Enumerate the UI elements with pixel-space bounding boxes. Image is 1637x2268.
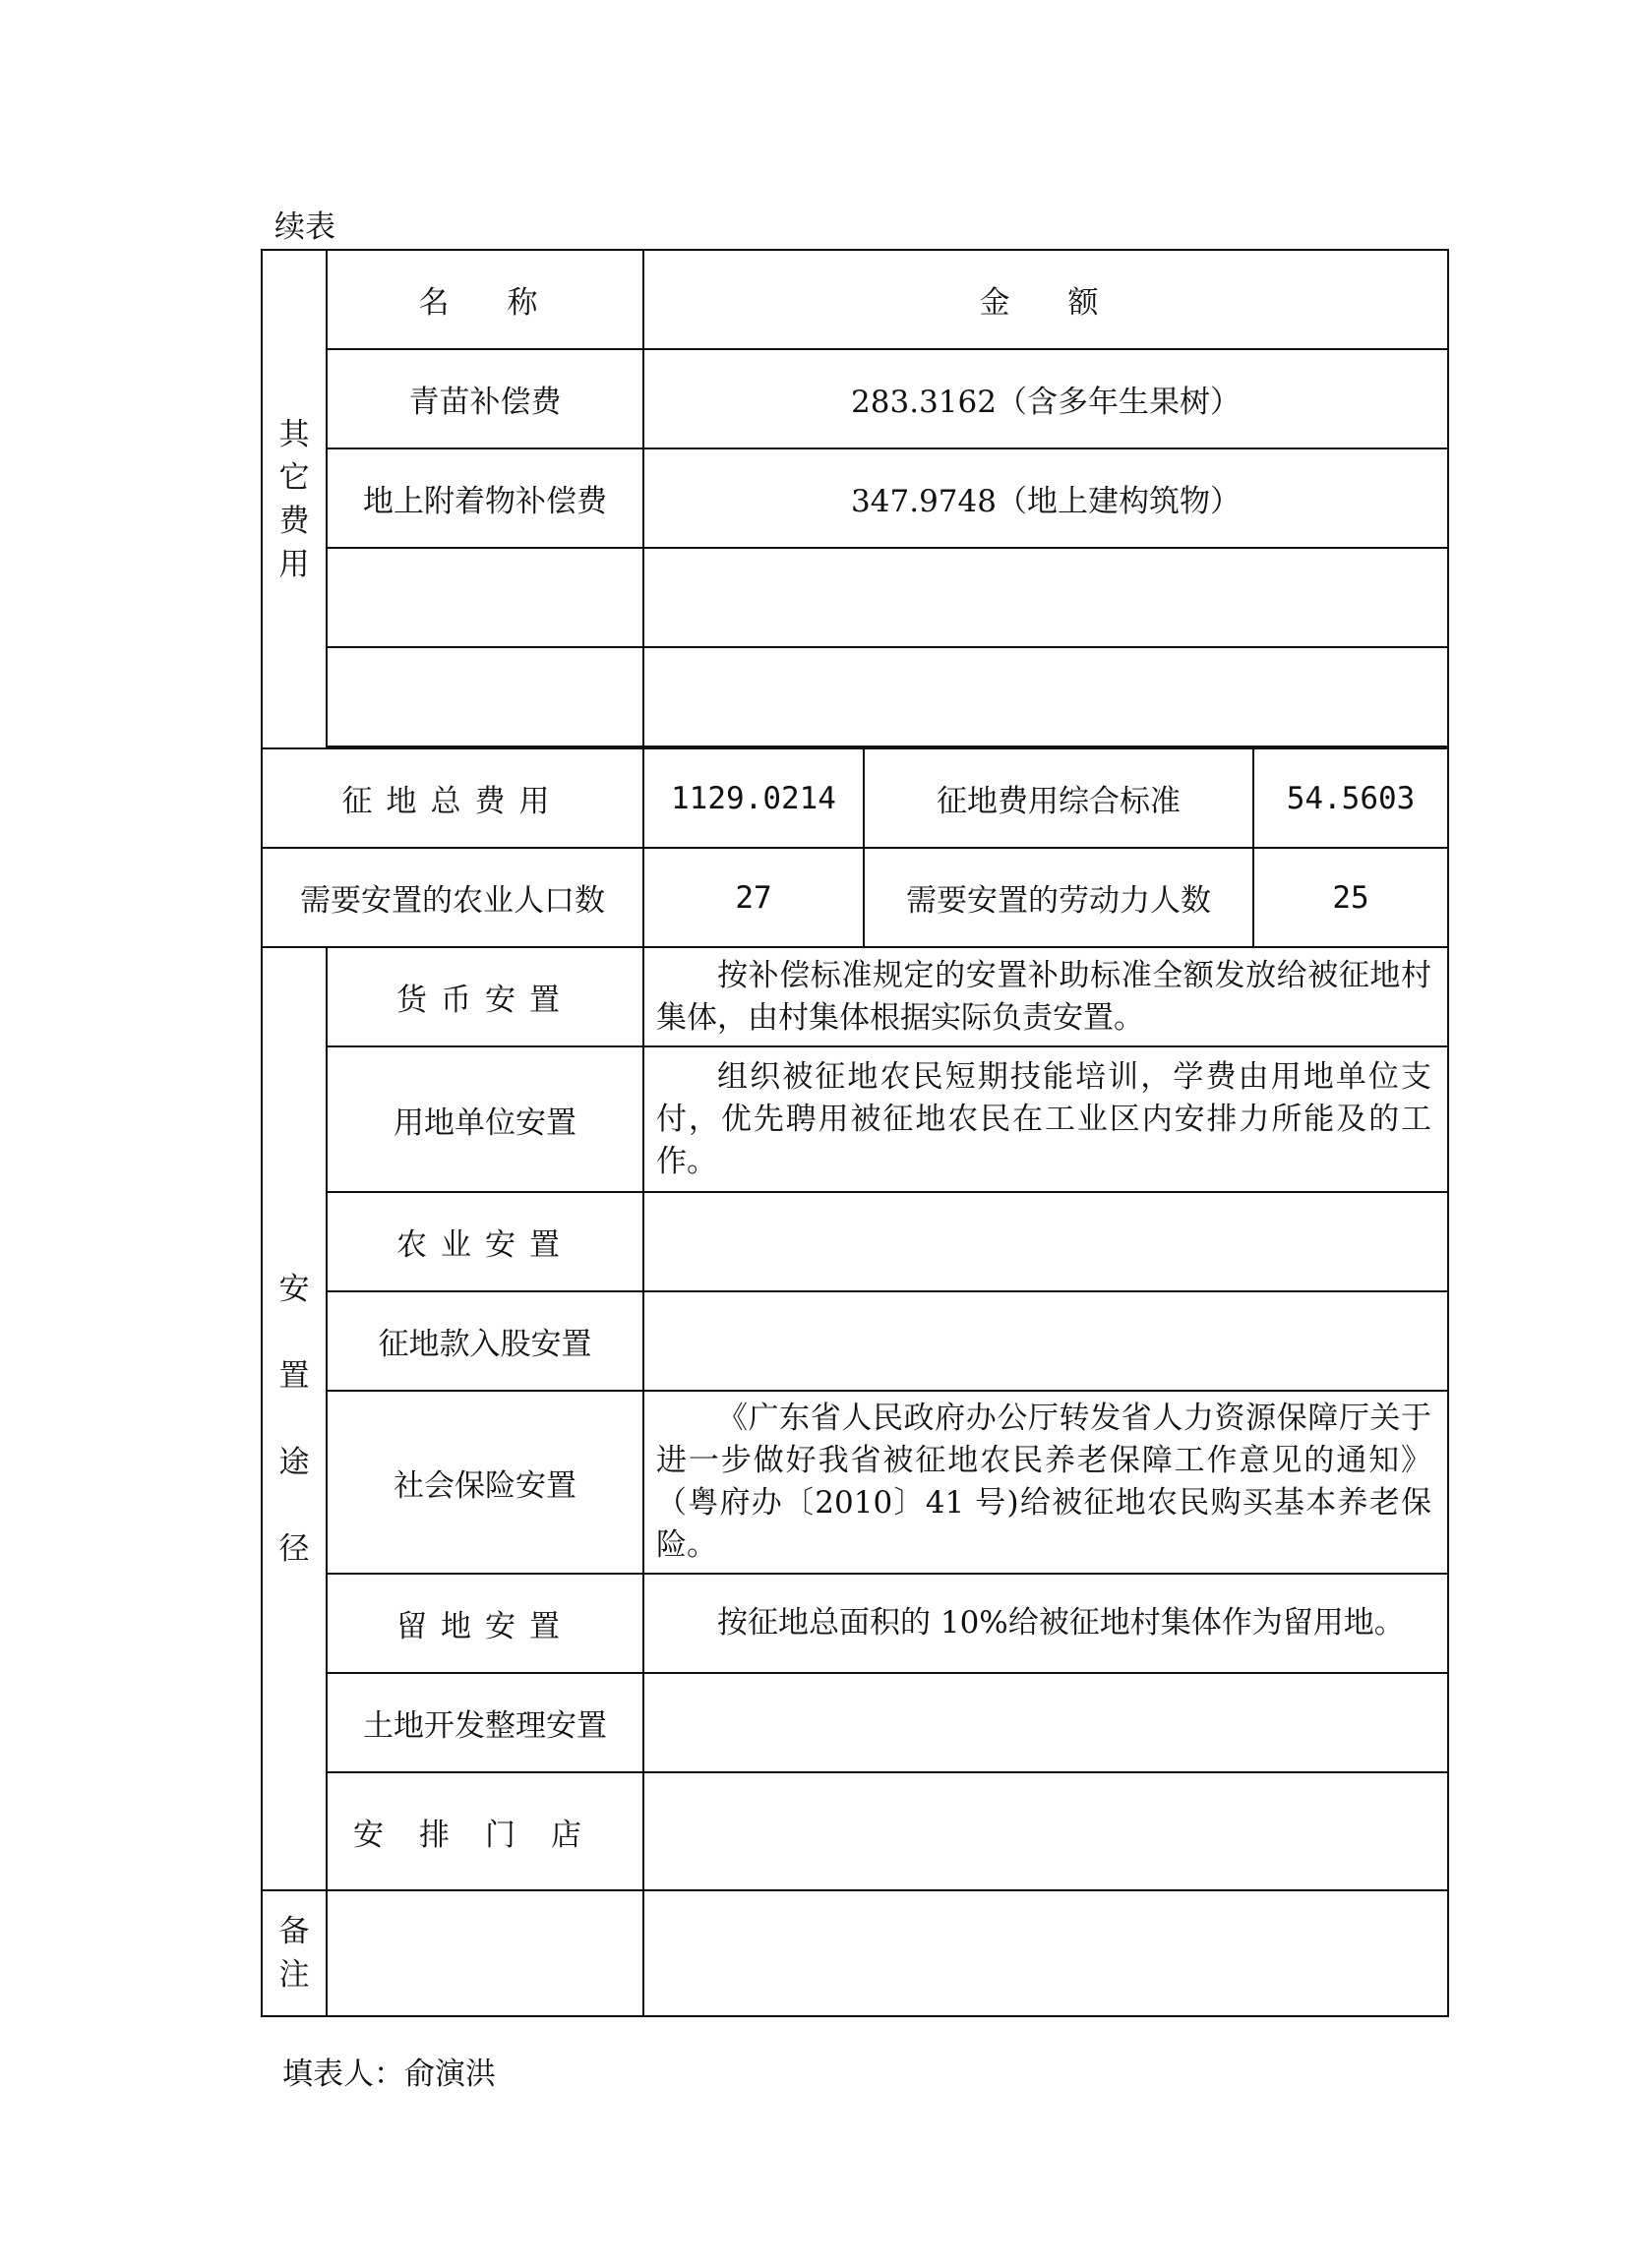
totals-row <box>262 748 1448 848</box>
population-label: 需要安置的农业人口数 <box>262 848 643 947</box>
fee-name <box>327 548 643 647</box>
form-filler: 填表人：俞演洪 <box>282 2057 496 2092</box>
table-row <box>262 1391 1448 1574</box>
resettlement-group-label <box>262 947 327 1890</box>
other-fees-group-text: 其 它 费 用 <box>278 416 310 582</box>
other-fees-group-label <box>262 250 327 748</box>
fee-name: 青苗补偿费 <box>327 349 643 448</box>
resettlement-content: 按补偿标准规定的安置补助标准全额发放给被征地村集体，由村集体根据实际负责安置。 <box>643 947 1448 1046</box>
resettlement-group-text: 安 置 途 径 <box>278 1271 310 1567</box>
resettlement-content: 组织被征地农民短期技能培训，学费由用地单位支付，优先聘用被征地农民在工业区内安排力所能及的工作。 <box>643 1046 1448 1192</box>
labor-value: 25 <box>1253 848 1448 947</box>
resettlement-name: 征地款入股安置 <box>327 1291 643 1391</box>
resettlement-content: 《广东省人民政府办公厅转发省人力资源保障厅关于进一步做好我省被征地农民养老保障工作意见的通知》（粤府办〔2010〕41 号)给被征地农民购买基本养老保险。 <box>643 1391 1448 1574</box>
land-acquisition-table <box>261 249 1449 2017</box>
total-cost-label: 征地总费用 <box>262 748 643 848</box>
resettlement-name: 留地安置 <box>327 1574 643 1673</box>
cost-standard-value: 54.5603 <box>1253 748 1448 848</box>
resettlement-content <box>643 1291 1448 1391</box>
table-row <box>262 1192 1448 1291</box>
resettlement-content <box>643 1192 1448 1291</box>
table-row <box>262 1673 1448 1772</box>
fee-amount: 283.3162（含多年生果树） <box>643 349 1448 448</box>
resettlement-name: 货币安置 <box>327 947 643 1046</box>
resettlement-name: 用地单位安置 <box>327 1046 643 1192</box>
table-row <box>262 947 1448 1046</box>
resettlement-content: 按征地总面积的 10%给被征地村集体作为留用地。 <box>643 1574 1448 1673</box>
header-amount: 金 额 <box>643 250 1448 349</box>
header-row <box>262 250 1448 349</box>
cost-standard-label: 征地费用综合标准 <box>864 748 1253 848</box>
table-row <box>262 647 1448 746</box>
remarks-spacer <box>327 1890 643 2016</box>
resettlement-name: 农业安置 <box>327 1192 643 1291</box>
resettlement-name: 安排门店 <box>327 1772 643 1890</box>
fee-amount <box>643 548 1448 647</box>
resettlement-content <box>643 1772 1448 1890</box>
remarks-label <box>262 1890 327 2016</box>
remarks-label-text: 备 注 <box>278 1914 310 1993</box>
table-row <box>262 1772 1448 1890</box>
fee-amount <box>643 647 1448 746</box>
population-value: 27 <box>643 848 864 947</box>
population-row <box>262 848 1448 947</box>
resettlement-content <box>643 1673 1448 1772</box>
labor-label: 需要安置的劳动力人数 <box>864 848 1253 947</box>
fee-name: 地上附着物补偿费 <box>327 448 643 548</box>
total-cost-value: 1129.0214 <box>643 748 864 848</box>
table-row <box>262 448 1448 548</box>
fee-amount: 347.9748（地上建构筑物） <box>643 448 1448 548</box>
resettlement-name: 土地开发整理安置 <box>327 1673 643 1772</box>
table-row <box>262 548 1448 647</box>
fee-name <box>327 647 643 746</box>
remarks-value <box>643 1890 1448 2016</box>
resettlement-name: 社会保险安置 <box>327 1391 643 1574</box>
table-caption: 续表 <box>274 209 335 245</box>
header-name: 名 称 <box>327 250 643 349</box>
table-row <box>262 349 1448 448</box>
table-row <box>262 1046 1448 1192</box>
table-row <box>262 1291 1448 1391</box>
remarks-row <box>262 1890 1448 2016</box>
table-row <box>262 1574 1448 1673</box>
